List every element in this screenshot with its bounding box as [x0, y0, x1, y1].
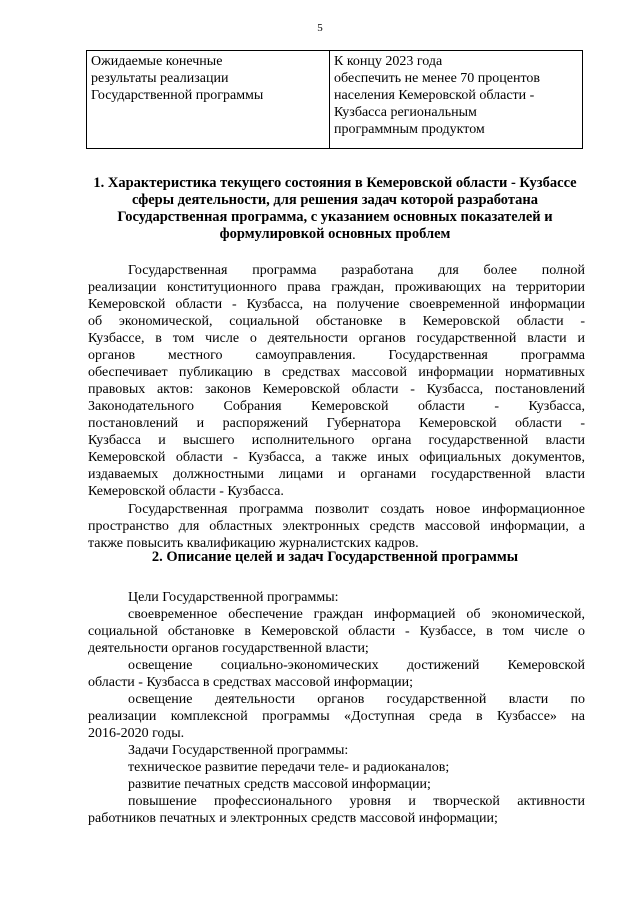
table-row — [87, 51, 583, 149]
table-value-line: программным продуктом — [334, 122, 485, 137]
table-label-line: результаты реализации — [91, 71, 229, 86]
table-value-cell — [330, 51, 583, 149]
paragraph-line: Законодательного Собрания Кемеровской области - Кузбасса, — [88, 399, 585, 414]
paragraph-line: издаваемых должностными лицами и органами государственной власти — [88, 467, 585, 482]
task-line: развитие печатных средств массовой информации; — [128, 777, 431, 792]
page-number: 5 — [317, 22, 323, 34]
section1-paragraph-2 — [88, 501, 585, 552]
section1-paragraph-1 — [88, 262, 585, 500]
goal-line: области - Кузбасса в средствах массовой информации; — [88, 675, 413, 690]
goals-title: Цели Государственной программы: — [128, 590, 339, 605]
goal-line: социальной обстановке в Кемеровской области - Кузбассе, в том числе о — [88, 624, 585, 639]
paragraph-line: Кемеровской области - Кузбасса, на получение своевременной информации — [88, 297, 585, 312]
paragraph-line: Кузбассе, в том числе о деятельности органов государственной власти и — [88, 331, 585, 346]
goal-line: освещение деятельности органов государственной власти по — [128, 692, 585, 707]
goal-line: деятельности органов государственной власти; — [88, 641, 369, 656]
tasks-title: Задачи Государственной программы: — [128, 743, 349, 758]
paragraph-line: Кемеровской области - Кузбасса. — [88, 484, 284, 499]
table-value-line: К концу 2023 года — [334, 54, 443, 69]
heading-line: 2. Описание целей и задач Государственной программы — [151, 549, 519, 565]
summary-table — [86, 50, 583, 149]
table-label-line: Ожидаемые конечные — [91, 54, 223, 69]
table-label-cell — [87, 51, 330, 149]
section2-body — [88, 589, 585, 827]
goal-line: реализации комплексной программы «Доступная среда в Кузбассе» на — [88, 709, 585, 724]
heading-line: Государственная программа, с указанием основных показателей и — [117, 209, 553, 225]
section1-heading — [60, 175, 610, 243]
paragraph-line: реализации конституционного права граждан, проживающих на территории — [88, 280, 585, 295]
goal-line: освещение социально-экономических достижений Кемеровской — [128, 658, 585, 673]
paragraph-line: постановлений и распоряжений Губернатора Кемеровской области - — [88, 416, 585, 431]
task-line: повышение профессионального уровня и творческой активности — [128, 794, 585, 809]
paragraph-line: Государственная программа позволит создать новое информационное — [128, 502, 585, 517]
heading-line: формулировкой основных проблем — [219, 226, 451, 242]
paragraph-line: пространство для областных электронных средств массовой информации, а — [88, 519, 585, 534]
goal-line: 2016-2020 годы. — [88, 726, 185, 741]
table-label-line: Государственной программы — [91, 88, 264, 103]
task-line: работников печатных и электронных средств массовой информации; — [88, 811, 498, 826]
paragraph-line: об экономической, социальной обстановке в Кемеровской области - — [88, 314, 585, 329]
goal-line: своевременное обеспечение граждан информацией об экономической, — [128, 607, 585, 622]
paragraph-line: Кузбасса и высшего исполнительного органа государственной власти — [88, 433, 585, 448]
heading-line: сферы деятельности, для решения задач которой разработана — [131, 192, 539, 208]
table-value-line: обеспечить не менее 70 процентов — [334, 71, 541, 86]
table-value-line: Кузбасса региональным — [334, 105, 477, 120]
task-line: техническое развитие передачи теле- и радиоканалов; — [128, 760, 450, 775]
section2-heading — [60, 549, 610, 566]
paragraph-line: обеспечивает публикацию в средствах массовой информации нормативных — [88, 365, 585, 380]
paragraph-line: Государственная программа разработана для более полной — [128, 263, 585, 278]
paragraph-line: также повысить квалификацию журналистских кадров. — [88, 536, 419, 551]
paragraph-line: органов местного самоуправления. Государственная программа — [88, 348, 585, 363]
table-value-line: населения Кемеровской области - — [334, 88, 535, 103]
paragraph-line: правовых актов: законов Кемеровской области - Кузбасса, постановлений — [88, 382, 585, 397]
paragraph-line: Кемеровской области - Кузбасса, а также иных официальных документов, — [88, 450, 585, 465]
heading-line: 1. Характеристика текущего состояния в Кемеровской области - Кузбассе — [93, 175, 577, 191]
